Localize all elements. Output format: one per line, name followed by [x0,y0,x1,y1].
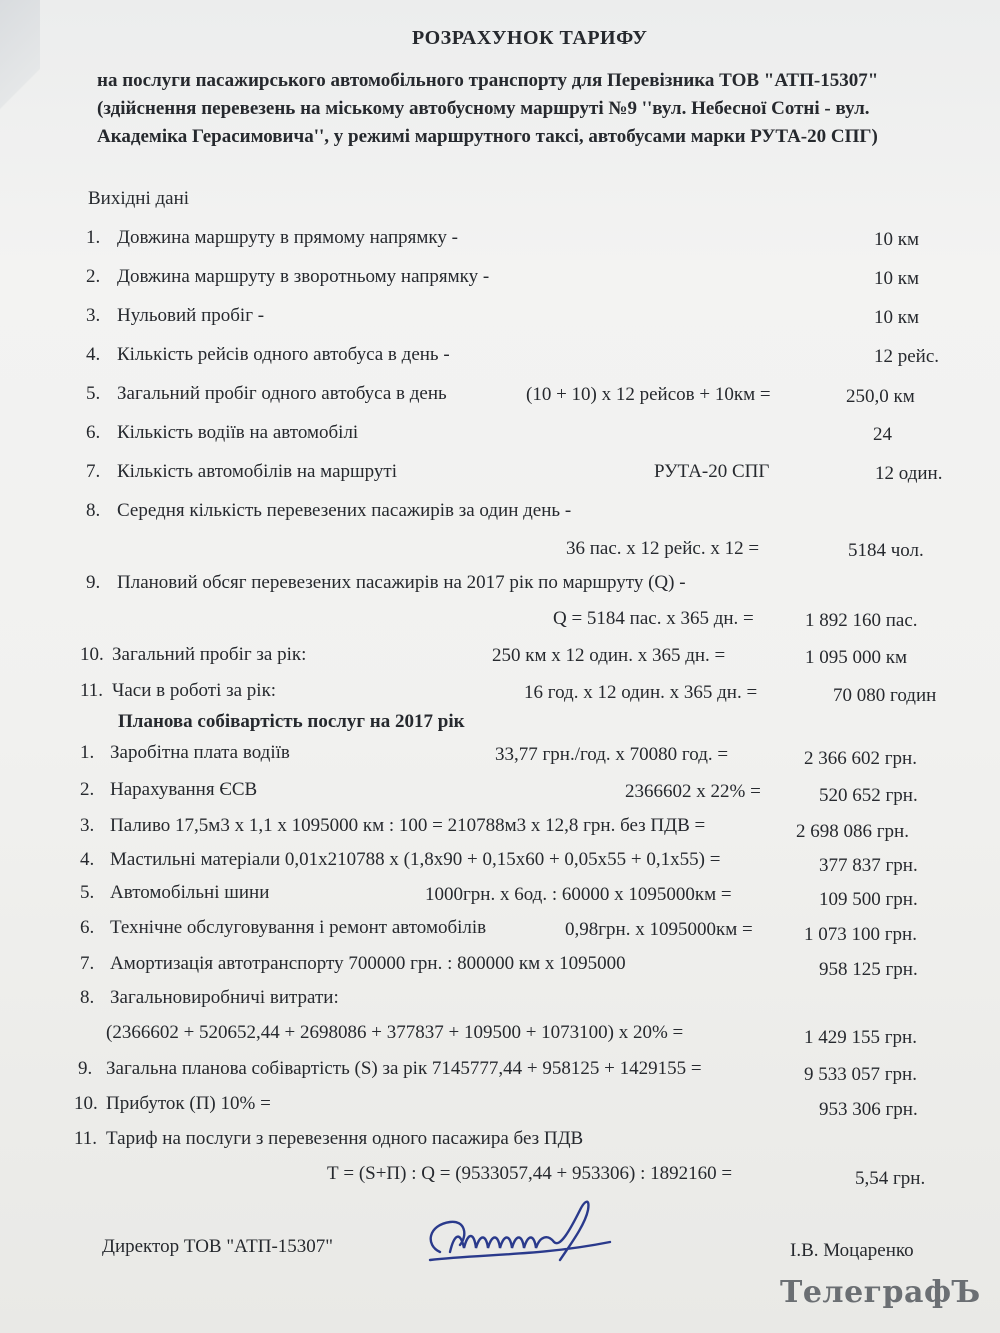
cost-item-number: 6. [80,917,95,938]
cost-item-formula: 33,77 грн./год. х 70080 год. = [495,744,729,765]
input-item-value: 24 [873,424,892,445]
subtitle-line-1: на послуги пасажирського автомобільного транспорту для Перевізника ТОВ "АТП-15307" [97,70,879,91]
cost-item-formula: 1000грн. х 6од. : 60000 х 1095000км = [425,884,732,905]
cost-item-value: 520 652 грн. [819,785,918,806]
subtitle-line-2: (здійснення перевезень на міському автобусному маршруті №9 ''вул. Небесної Сотні - вул. [97,98,870,119]
cost-item-label: Амортизація автотранспорту 700000 грн. : 800000 км х 1095000 [110,953,626,974]
input-item-formula: Q = 5184 пас. х 365 дн. = [553,608,754,629]
cost-item-label: Загальновиробничі витрати: [110,987,339,1008]
input-item-number: 6. [86,422,101,443]
cost-item-value: 9 533 057 грн. [804,1064,917,1085]
input-item-number: 3. [86,305,101,326]
input-item-value: 1 095 000 км [805,647,908,668]
director-name: І.В. Моцаренко [790,1240,914,1261]
page-fold-corner [0,0,40,140]
cost-item-value: 109 500 грн. [819,889,918,910]
cost-item-label: Паливо 17,5м3 х 1,1 х 1095000 км : 100 = 210788м3 х 12,8 грн. без ПДВ = [110,815,706,836]
input-item-value: 1 892 160 пас. [805,610,918,631]
cost-item-label: Автомобільні шини [110,882,270,903]
input-item-formula: РУТА-20 СПГ [654,461,770,482]
cost-item-value: 958 125 грн. [819,959,918,980]
handwritten-signature [420,1190,620,1280]
subtitle-line-3: Академіка Герасимовича'', у режимі маршрутного таксі, автобусами марки РУТА-20 СПГ) [97,126,878,147]
input-item-value: 250,0 км [846,386,915,407]
input-item-label: Нульовий пробіг - [117,305,265,326]
cost-item-number: 2. [80,779,95,800]
cost-item-number: 4. [80,849,95,870]
cost-section-heading: Планова собівартість послуг на 2017 рік [118,711,465,732]
cost-item-number: 11. [74,1128,98,1149]
cost-item-formula: (2366602 + 520652,44 + 2698086 + 377837 + 109500 + 1073100) х 20% = [106,1022,684,1043]
document-title: РОЗРАХУНОК ТАРИФУ [412,27,648,49]
input-item-number: 7. [86,461,101,482]
cost-item-label: Мастильні матеріали 0,01х210788 х (1,8х90 + 0,15х60 + 0,05х55 + 0,1х55) = [110,849,721,870]
input-item-number: 11. [80,680,104,701]
cost-item-value: 1 073 100 грн. [804,924,917,945]
input-item-label: Кількість рейсів одного автобуса в день - [117,344,450,365]
input-section-heading: Вихідні дані [88,188,190,209]
cost-item-number: 3. [80,815,95,836]
input-item-formula: (10 + 10) х 12 рейсов + 10км = [526,384,771,405]
cost-item-formula: 0,98грн. х 1095000км = [565,919,753,940]
input-item-number: 4. [86,344,101,365]
input-item-label: Загальний пробіг за рік: [112,644,307,665]
input-item-number: 2. [86,266,101,287]
cost-item-label: Заробітна плата водіїв [110,742,290,763]
input-item-label: Загальний пробіг одного автобуса в день [117,383,447,404]
input-item-number: 1. [86,227,101,248]
input-item-value: 12 один. [875,463,943,484]
input-item-formula: 36 пас. х 12 рейс. х 12 = [566,538,760,559]
cost-item-number: 7. [80,953,95,974]
input-item-label: Довжина маршруту в зворотньому напрямку - [117,266,490,287]
input-item-number: 5. [86,383,101,404]
cost-item-label: Прибуток (П) 10% = [106,1093,271,1114]
cost-item-value: 377 837 грн. [819,855,918,876]
cost-item-number: 9. [78,1058,93,1079]
cost-item-formula: 2366602 х 22% = [625,781,761,802]
cost-item-label: Нарахування ЄСВ [110,779,258,800]
input-item-value: 70 080 годин [833,685,937,706]
input-item-label: Середня кількість перевезених пасажирів за один день - [117,500,572,521]
cost-item-label: Тариф на послуги з перевезення одного пасажира без ПДВ [106,1128,584,1149]
cost-item-label: Технічне обслуговування і ремонт автомобілів [110,917,487,938]
cost-item-value: 2 366 602 грн. [804,748,917,769]
cost-item-value: 1 429 155 грн. [804,1027,917,1048]
input-item-formula: 16 год. х 12 один. х 365 дн. = [524,682,758,703]
input-item-label: Довжина маршруту в прямому напрямку - [117,227,458,248]
input-item-formula: 250 км х 12 один. х 365 дн. = [492,645,726,666]
input-item-label: Кількість автомобілів на маршруті [117,461,397,482]
cost-item-formula: Т = (S+П) : Q = (9533057,44 + 953306) : 1892160 = [327,1163,733,1184]
input-item-value: 12 рейс. [874,346,940,367]
cost-item-number: 5. [80,882,95,903]
input-item-label: Кількість водіїв на автомобілі [117,422,359,443]
cost-item-number: 1. [80,742,95,763]
cost-item-value: 5,54 грн. [855,1168,926,1189]
input-item-value: 10 км [874,268,920,289]
cost-item-value: 2 698 086 грн. [796,821,909,842]
input-item-label: Часи в роботі за рік: [112,680,277,701]
watermark-logo: ТелеграфЪ [780,1275,981,1310]
cost-item-label: Загальна планова собівартість (S) за рік 7145777,44 + 958125 + 1429155 = [106,1058,702,1079]
cost-item-value: 953 306 грн. [819,1099,918,1120]
input-item-number: 10. [80,644,104,665]
input-item-value: 10 км [874,229,920,250]
cost-item-number: 8. [80,987,95,1008]
input-item-value: 10 км [874,307,920,328]
input-item-number: 9. [86,572,101,593]
input-item-value: 5184 чол. [848,540,924,561]
director-title: Директор ТОВ "АТП-15307" [102,1236,334,1257]
input-item-number: 8. [86,500,101,521]
input-item-label: Плановий обсяг перевезених пасажирів на 2017 рік по маршруту (Q) - [117,572,686,593]
cost-item-number: 10. [74,1093,98,1114]
